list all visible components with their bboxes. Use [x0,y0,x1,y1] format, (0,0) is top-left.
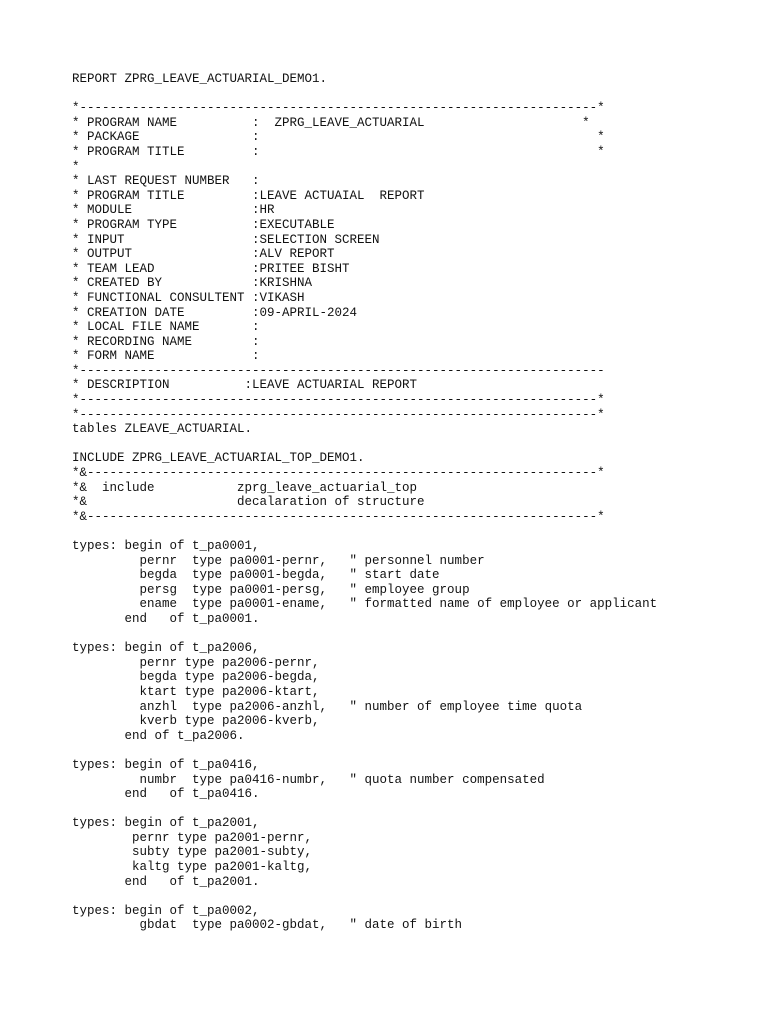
types-end-line: end of t_pa2001. [72,874,260,889]
types-field-line: ktart type pa2006-ktart, [72,684,320,699]
types-field-line: begda type pa2006-begda, [72,670,320,685]
blank-line [72,87,762,102]
header-form-name-line: * FORM NAME : [72,349,260,364]
header-program-title-line: * PROGRAM TITLE : * [72,144,605,159]
blank-line [72,627,762,642]
header-program-type-line: * PROGRAM TYPE :EXECUTABLE [72,217,335,232]
types-field-line: kverb type pa2006-kverb, [72,714,320,729]
blank-line [72,889,762,904]
header-output-line: * OUTPUT :ALV REPORT [72,247,335,262]
types-begin-line: types: begin of t_pa0416, [72,757,260,772]
types-end-line: end of t_pa0001. [72,611,260,626]
types-field-line: begda type pa0001-begda, " start date [72,568,440,583]
header-package-line: * PACKAGE : * [72,130,605,145]
header-team-lead-line: * TEAM LEAD :PRITEE BISHT [72,261,350,276]
include-comment-line: *& decalaration of structure [72,495,425,510]
tables-statement-line: tables ZLEAVE_ACTUARIAL. [72,422,253,437]
types-field-line: anzhl type pa2006-anzhl, " number of employee time quota [72,699,583,714]
blank-line [72,437,762,452]
types-begin-line: types: begin of t_pa0001, [72,539,260,553]
types-begin-line: types: begin of t_pa2006, [72,641,260,656]
header-input-line: * INPUT :SELECTION SCREEN [72,232,380,247]
types-field-line: subty type pa2001-subty, [72,845,313,860]
header-description-line: * DESCRIPTION :LEAVE ACTUARIAL REPORT [72,378,418,393]
include-comment-line: *& include zprg_leave_actuarial_top [72,480,418,495]
types-field-line: pernr type pa2006-pernr, [72,655,320,670]
header-program-name-line: * PROGRAM NAME : ZPRG_LEAVE_ACTUARIAL * [72,115,590,130]
header-recording-name-line: * RECORDING NAME : [72,334,260,349]
header-last-request-line: * LAST REQUEST NUMBER : [72,174,260,189]
blank-line [72,524,762,539]
report-statement-line: REPORT ZPRG_LEAVE_ACTUARIAL_DEMO1. [72,72,328,86]
types-field-line: ename type pa0001-ename, " formatted name of employee or applicant [72,597,658,612]
types-begin-line: types: begin of t_pa2001, [72,816,260,831]
types-begin-line: types: begin of t_pa0002, [72,903,260,918]
header-functional-consultant-line: * FUNCTIONAL CONSULTENT :VIKASH [72,290,305,305]
header-border-line: *---------------------------------------------------------------------* [72,101,605,116]
header-border-line: *---------------------------------------------------------------------* [72,393,605,408]
include-border-line: *&--------------------------------------------------------------------* [72,466,605,481]
types-field-line: persg type pa0001-persg, " employee group [72,582,470,597]
types-field-line: gbdat type pa0002-gbdat, " date of birth [72,918,463,933]
code-document [72,72,762,933]
types-end-line: end of t_pa2006. [72,728,245,743]
header-module-line: * MODULE :HR [72,203,275,218]
types-field-line: kaltg type pa2001-kaltg, [72,860,313,875]
types-field-line: pernr type pa0001-pernr, " personnel number [72,553,485,568]
header-comment-line: * [72,159,80,174]
types-end-line: end of t_pa0416. [72,787,260,802]
header-created-by-line: * CREATED BY :KRISHNA [72,276,313,291]
header-divider-line: *---------------------------------------------------------------------- [72,363,605,378]
include-statement-line: INCLUDE ZPRG_LEAVE_ACTUARIAL_TOP_DEMO1. [72,451,365,466]
header-border-line: *---------------------------------------------------------------------* [72,407,605,422]
types-field-line: pernr type pa2001-pernr, [72,830,313,845]
header-creation-date-line: * CREATION DATE :09-APRIL-2024 [72,305,358,320]
blank-line [72,743,762,758]
header-local-file-name-line: * LOCAL FILE NAME : [72,320,260,335]
include-border-line: *&--------------------------------------------------------------------* [72,509,605,524]
types-field-line: numbr type pa0416-numbr, " quota number compensated [72,772,545,787]
header-program-title-value-line: * PROGRAM TITLE :LEAVE ACTUAIAL REPORT [72,188,425,203]
blank-line [72,802,762,817]
